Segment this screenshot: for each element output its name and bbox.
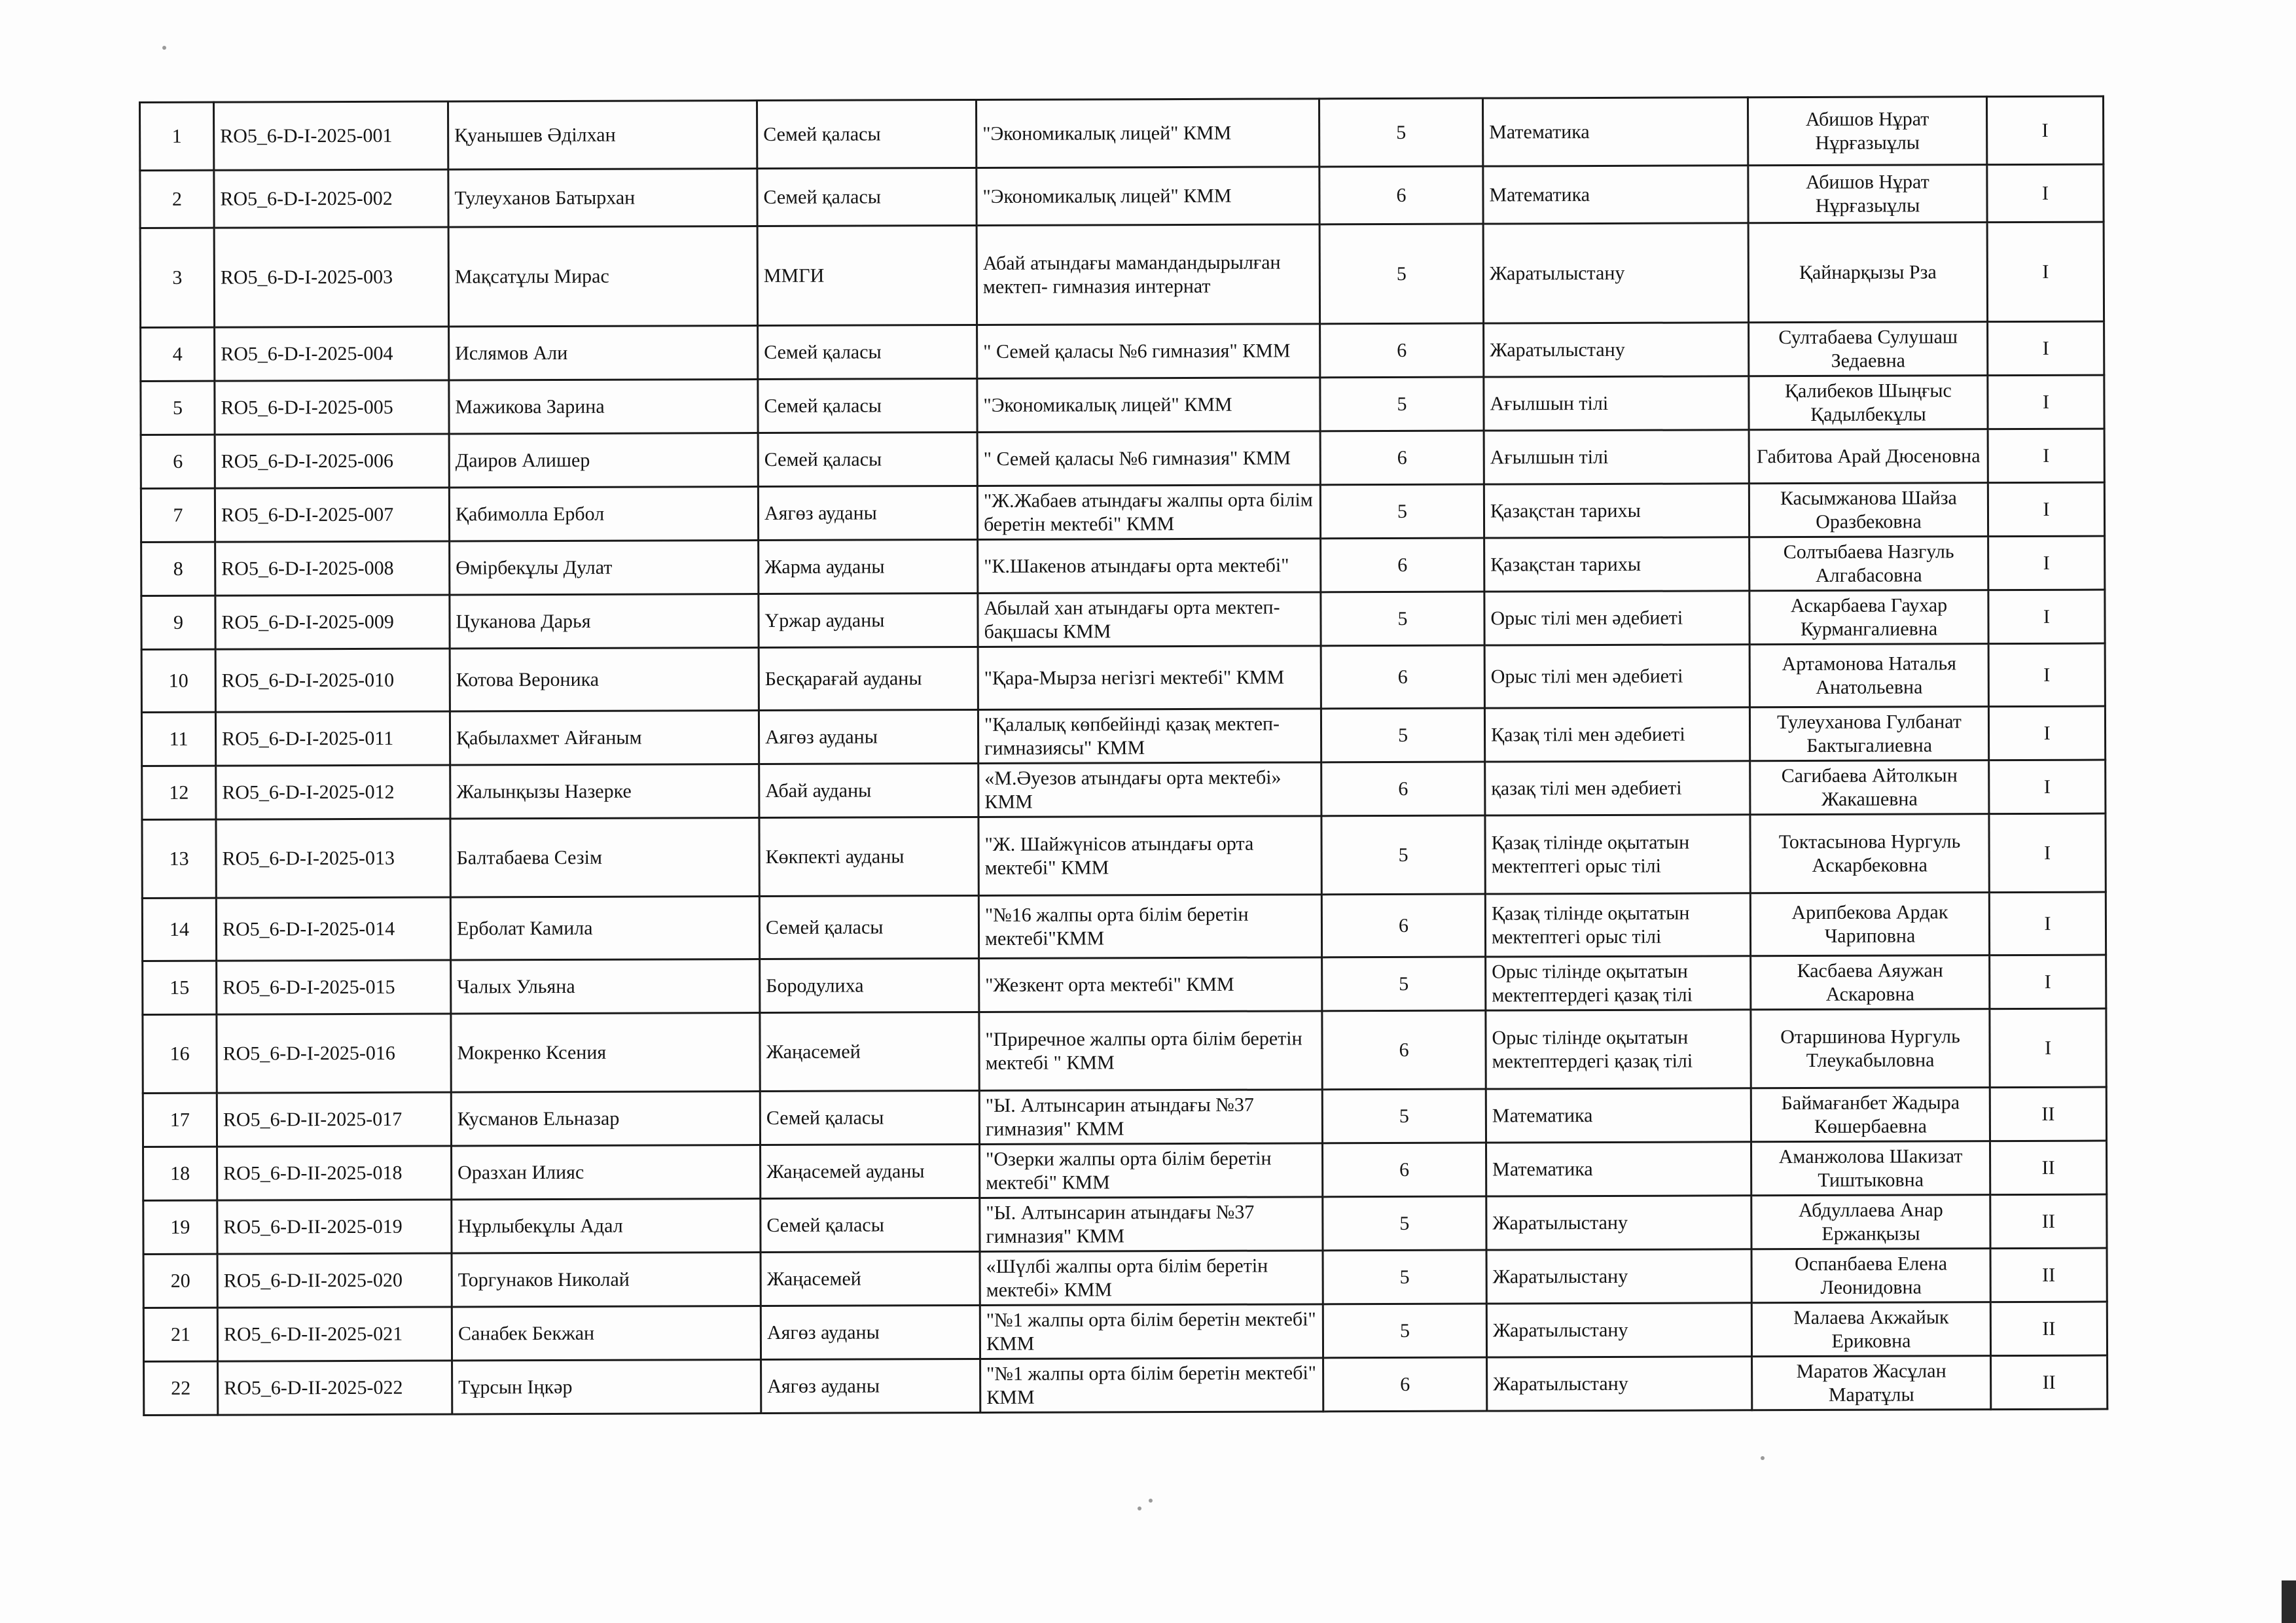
scan-speck [1149,1499,1153,1503]
teacher-name: Қалибеков Шыңғыс Қадылбекұлы [1749,376,1988,430]
school-name: "№1 жалпы орта білім беретін мектебі" КММ [980,1304,1323,1359]
diploma-degree: I [1988,321,2104,376]
diploma-degree: I [1986,96,2103,165]
participant-code: RO5_6-D-II-2025-021 [217,1307,452,1361]
subject: Қазақ тілі мен әдебиеті [1484,707,1749,762]
participant-code: RO5_6-D-I-2025-012 [216,765,450,819]
participant-code: RO5_6-D-I-2025-014 [216,897,450,961]
participant-name: Мажикова Зарина [449,380,758,434]
school-name: «Шүлбі жалпы орта білім беретін мектебі» КММ [980,1251,1323,1306]
participant-code: RO5_6-D-I-2025-015 [217,960,451,1014]
table-row [141,429,2104,488]
teacher-name: Касымжанова Шайза Оразбековна [1749,483,1988,537]
school-name: "К.Шакенов атындағы орта мектебі" [978,539,1321,594]
region: Аягөз ауданы [759,709,978,764]
teacher-name: Токтасынова Нургуль Аскарбековна [1750,814,1989,893]
diploma-degree: I [1990,1008,2106,1088]
school-name: "Ж. Шайжүнісов атындағы орта мектебі" КММ [978,816,1321,896]
table-row [140,96,2104,170]
region: ММГИ [757,225,977,325]
school-name: " Семей қаласы №6 гимназия" КММ [977,324,1320,379]
table-row [143,1008,2106,1093]
participant-name: Оразхан Илияс [452,1145,761,1200]
row-number: 19 [143,1200,217,1254]
grade: 6 [1320,323,1484,378]
grade: 6 [1320,431,1484,485]
participant-code: RO5_6-D-I-2025-008 [215,541,450,596]
participant-name: Ислямов Али [449,326,758,380]
teacher-name: Маратов Жасұлан Маратұлы [1752,1356,1991,1410]
subject: Қазақстан тарихы [1484,537,1749,592]
participant-name: Балтабаева Сезім [450,818,759,897]
teacher-name: Габитова Арай Дюсеновна [1749,429,1988,484]
row-number: 16 [143,1014,217,1093]
subject: Жаратылыстану [1484,323,1749,377]
subject: Математика [1482,98,1748,166]
grade: 6 [1321,762,1485,816]
grade: 5 [1319,98,1482,167]
subject: Қазақ тілінде оқытатын мектептегі орыс тілі [1485,815,1750,894]
diploma-degree: I [1989,892,2106,955]
participant-name: Нұрлыбекұлы Адал [452,1199,761,1253]
table-row [141,321,2104,381]
participant-name: Чалых Ульяна [451,959,760,1014]
scan-speck [1761,1456,1765,1460]
teacher-name: Тулеуханова Гулбанат Бактыгалиевна [1749,707,1988,761]
diploma-degree: I [1988,706,2105,760]
subject: қазақ тілі мен әдебиеті [1485,761,1750,815]
subject: Жаратылыстану [1486,1303,1751,1357]
table-row [141,536,2105,596]
row-number: 21 [143,1308,217,1361]
table-row [141,482,2104,542]
diploma-degree: I [1988,590,2105,644]
teacher-name: Баймағанбет Жадыра Көшербаевна [1751,1088,1990,1142]
participant-name: Кусманов Ельназар [451,1092,760,1146]
grade: 6 [1321,645,1484,709]
region: Семей қаласы [757,168,977,226]
grade: 5 [1323,1250,1486,1304]
subject: Орыс тілінде оқытатын мектептердегі қазақ тілі [1486,956,1751,1010]
row-number: 17 [143,1093,217,1147]
participant-code: RO5_6-D-II-2025-019 [217,1200,452,1254]
subject: Орыс тілінде оқытатын мектептердегі қазақ тілі [1486,1010,1751,1089]
school-name: "Экономикалық лицей" КММ [977,167,1319,226]
diploma-degree: I [1987,222,2104,322]
school-name: "Қалалық көпбейінді қазақ мектеп-гимназиясы" КММ [978,709,1321,764]
participant-code: RO5_6-D-I-2025-001 [214,101,448,170]
subject: Орыс тілі мен әдебиеті [1484,645,1749,708]
table-row [143,955,2106,1014]
participant-name: Қабимолла Ербол [449,487,758,541]
table-row [141,590,2105,649]
grade: 5 [1321,815,1485,895]
grade: 6 [1323,1143,1486,1197]
participant-code: RO5_6-D-I-2025-005 [215,380,449,435]
subject: Ағылшын тілі [1484,430,1749,484]
region: Абай ауданы [759,763,978,817]
participant-name: Өмірбекұлы Дулат [450,541,759,595]
participant-code: RO5_6-D-I-2025-007 [215,488,449,542]
row-number: 5 [141,381,215,435]
row-number: 13 [142,819,216,898]
school-name: Абай атындағы мамандандырылған мектеп- гимназия интернат [977,224,1319,325]
school-name: "Экономикалық лицей" КММ [976,99,1319,168]
region: Бородулиха [760,958,979,1012]
row-number: 8 [141,542,215,596]
row-number: 4 [141,327,215,381]
teacher-name: Абдуллаева Анар Ержанқызы [1751,1195,1990,1249]
grade: 6 [1321,538,1484,592]
region: Семей қаласы [758,432,977,486]
school-name: "Қара-Мырза негізгі мектебі" КММ [978,646,1321,710]
grade: 5 [1321,592,1484,646]
table-row [141,643,2105,712]
participant-name: Цуканова Дарья [450,594,759,649]
grade: 5 [1322,957,1486,1011]
table-row [142,892,2106,961]
school-name: "Озерки жалпы орта білім беретін мектебі" КММ [980,1143,1323,1198]
diploma-degree: II [1991,1355,2108,1410]
diploma-degree: I [1988,536,2105,590]
teacher-name: Арипбекова Ардак Чариповна [1750,893,1989,956]
participant-name: Мокренко Ксения [451,1013,760,1092]
table-row [141,706,2105,766]
row-number: 12 [142,766,216,819]
diploma-degree: I [1987,164,2104,223]
row-number: 6 [141,435,215,488]
participant-name: Торгунаков Николай [452,1253,761,1307]
diploma-degree: I [1989,760,2106,814]
school-name: "Приречное жалпы орта білім беретін мектебі " КММ [979,1011,1322,1091]
participant-code: RO5_6-D-I-2025-013 [216,819,450,898]
row-number: 7 [141,488,215,542]
region: Жарма ауданы [759,539,978,594]
grade: 5 [1322,1089,1486,1143]
subject: Қазақстан тарихы [1484,484,1749,538]
grade: 5 [1323,1304,1486,1358]
teacher-name: Солтыбаева Назгуль Алгабасовна [1749,537,1988,591]
table-row [143,1248,2107,1308]
table-row [143,1194,2107,1254]
diploma-degree: I [1988,643,2105,707]
teacher-name: Аманжолова Шакизат Тиштыковна [1751,1141,1990,1196]
subject: Ағылшын тілі [1484,376,1749,431]
diploma-degree: II [1990,1302,2107,1356]
scan-edge-mark [2282,1580,2296,1623]
grade: 6 [1322,1010,1486,1090]
participant-name: Қуанышев Әділхан [448,101,757,169]
region: Аягөз ауданы [758,486,977,540]
school-name: "Экономикалық лицей" КММ [977,378,1320,433]
table-row [142,760,2106,819]
participant-name: Тулеуханов Батырхан [448,169,757,227]
teacher-name: Малаева Акжайык Ериковна [1751,1302,1990,1357]
row-number: 9 [141,596,215,649]
diploma-degree: I [1989,813,2106,893]
school-name: "Ы. Алтынсарин атындағы №37 гимназия" КММ [979,1090,1322,1145]
participant-code: RO5_6-D-I-2025-009 [215,595,450,649]
region: Көкпекті ауданы [759,817,978,896]
participant-code: RO5_6-D-II-2025-022 [218,1361,452,1415]
teacher-name: Касбаева Аяужан Аскаровна [1751,955,1990,1010]
region: Жаңасемей ауданы [761,1144,980,1198]
participant-code: RO5_6-D-I-2025-016 [217,1014,451,1093]
table-body [140,96,2108,1415]
participant-name: Даиров Алишер [449,433,758,488]
grade: 5 [1320,484,1484,539]
subject: Қазақ тілінде оқытатын мектептегі орыс тілі [1485,893,1750,957]
scan-speck [1138,1507,1141,1510]
diploma-degree: II [1990,1194,2107,1249]
grade: 5 [1321,708,1484,762]
region: Семей қаласы [760,1090,979,1145]
participant-code: RO5_6-D-I-2025-003 [214,227,448,327]
row-number: 20 [143,1254,217,1308]
row-number: 1 [140,102,214,170]
subject: Математика [1486,1142,1751,1196]
school-name: "№16 жалпы орта білім беретін мектебі"КММ [978,895,1321,959]
participant-code: RO5_6-D-II-2025-018 [217,1146,452,1200]
region: Семей қаласы [759,895,978,959]
diploma-degree: II [1990,1141,2107,1195]
school-name: "№1 жалпы орта білім беретін мектебі" КММ [980,1358,1323,1413]
grade: 6 [1319,166,1483,224]
subject: Математика [1483,166,1748,224]
results-table [139,96,2108,1416]
grade: 5 [1323,1196,1486,1251]
diploma-degree: I [1990,955,2106,1009]
teacher-name: Сагибаева Айтолкын Жакашевна [1750,760,1989,815]
region: Жаңасемей [761,1251,980,1306]
participant-code: RO5_6-D-I-2025-004 [215,327,449,381]
row-number: 3 [140,228,214,327]
region: Семей қаласы [758,378,977,433]
participant-name: Санабек Бекжан [452,1306,761,1361]
region: Семей қаласы [757,99,977,168]
subject: Жаратылыстану [1486,1249,1751,1304]
teacher-name: Аскарбаева Гаухар Курмангалиевна [1749,590,1988,645]
teacher-name: Оспанбаева Елена Леонидовна [1751,1249,1990,1303]
table-row [144,1355,2108,1415]
table-row [143,1087,2106,1147]
diploma-degree: I [1988,375,2104,429]
participant-code: RO5_6-D-II-2025-020 [217,1253,452,1308]
teacher-name: Абишов Нұрат Нұрғазыұлы [1748,97,1986,166]
diploma-degree: I [1988,482,2104,537]
grade: 6 [1323,1357,1487,1412]
region: Бесқарағай ауданы [759,647,978,710]
teacher-name: Отаршинова Нургуль Тлеукабыловна [1751,1009,1990,1088]
diploma-degree: II [1990,1248,2107,1302]
participant-code: RO5_6-D-I-2025-006 [215,434,449,488]
participant-code: RO5_6-D-I-2025-010 [215,649,450,712]
row-number: 18 [143,1147,217,1200]
teacher-name: Абишов Нұрат Нұрғазыұлы [1748,165,1987,223]
school-name: " Семей қаласы №6 гимназия" КММ [977,431,1320,486]
scan-speck [162,46,166,50]
subject: Жаратылыстану [1483,223,1748,323]
participant-code: RO5_6-D-I-2025-002 [214,169,448,228]
subject: Жаратылыстану [1486,1196,1751,1250]
school-name: «М.Әуезов атындағы орта мектебі» КММ [978,762,1321,817]
school-name: "Ж.Жабаев атындағы жалпы орта білім беретін мектебі" КММ [977,485,1320,540]
teacher-name: Султабаева Сулушаш Зедаевна [1749,322,1988,376]
school-name: "Жезкент орта мектебі" КММ [979,957,1322,1012]
row-number: 22 [144,1361,218,1415]
participant-name: Жалынқызы Назерке [450,764,759,819]
participant-name: Қабылахмет Айғаным [450,711,759,765]
region: Жаңасемей [760,1012,979,1091]
school-name: "Ы. Алтынсарин атындағы №37 гимназия" КММ [980,1197,1323,1252]
participant-name: Ерболат Камила [450,897,759,960]
teacher-name: Қайнарқызы Рза [1748,223,1987,323]
subject: Математика [1486,1088,1751,1143]
grade: 6 [1321,894,1485,957]
participant-code: RO5_6-D-I-2025-011 [215,711,450,766]
grade: 5 [1319,224,1483,324]
teacher-name: Артамонова Наталья Анатольевна [1749,644,1988,707]
region: Аягөз ауданы [761,1305,980,1359]
region: Семей қаласы [761,1198,980,1252]
region: Үржар ауданы [759,593,978,647]
table-row [140,222,2104,327]
participant-name: Мақсатұлы Мирас [448,226,757,327]
participant-name: Тұрсын Іңкәр [452,1360,761,1414]
table-row [143,1302,2107,1361]
table-row [143,1141,2107,1200]
row-number: 2 [140,170,214,228]
row-number: 15 [143,961,217,1014]
diploma-degree: II [1990,1087,2106,1141]
table-row [140,164,2104,228]
row-number: 11 [141,712,215,766]
table-row [142,813,2106,898]
grade: 5 [1320,377,1484,431]
participant-name: Котова Вероника [450,648,759,711]
row-number: 14 [142,898,216,961]
subject: Жаратылыстану [1487,1357,1752,1411]
row-number: 10 [141,649,215,712]
school-name: Абылай хан атындағы орта мектеп-бақшасы КММ [978,592,1321,647]
participant-code: RO5_6-D-II-2025-017 [217,1092,451,1147]
table-row [141,375,2104,435]
region: Семей қаласы [758,325,977,379]
subject: Орыс тілі мен әдебиеті [1484,591,1749,645]
region: Аягөз ауданы [761,1359,980,1413]
diploma-degree: I [1988,429,2104,483]
